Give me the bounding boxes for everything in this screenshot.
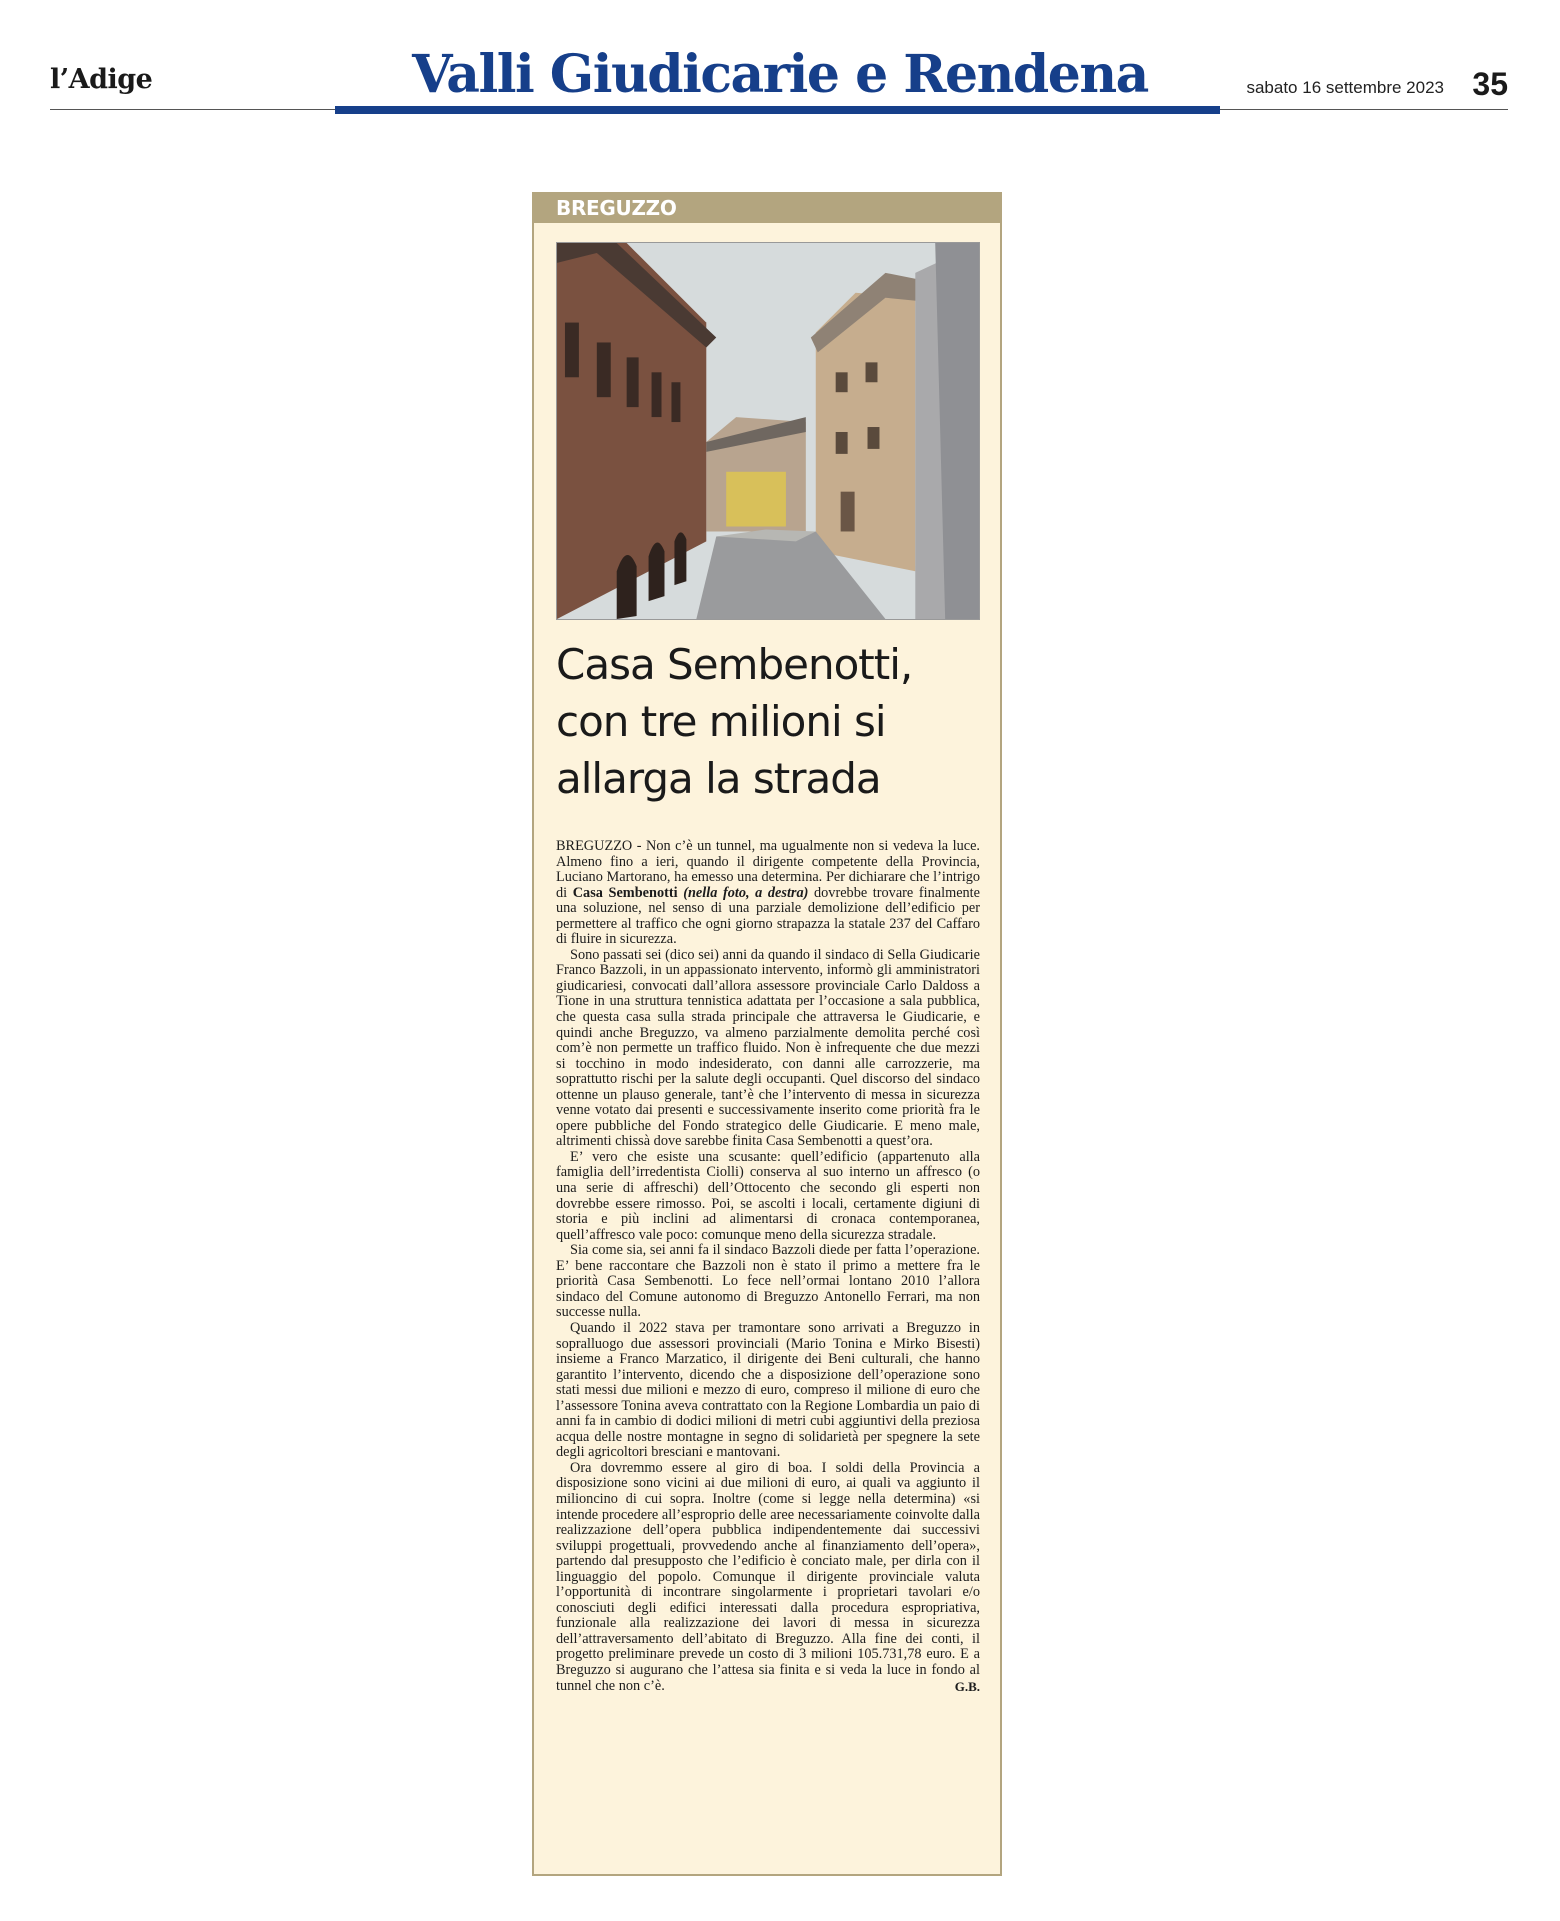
lead-text-continued: dovrebbe trovare finalmente una soluzione, nel senso di una parziale demolizione dell’edificio per permettere al traffico che ogni giorno strapazza la statale 237 del Caffaro di fluire in sicurezza. xyxy=(556,884,980,948)
article-lead-paragraph xyxy=(556,839,980,948)
article-body xyxy=(556,839,980,1694)
newspaper-logo: l’Adige xyxy=(50,64,153,95)
article-kicker: BREGUZZO xyxy=(534,194,1000,223)
issue-date: sabato 16 settembre 2023 xyxy=(1246,78,1444,97)
header-rule-accent xyxy=(335,106,1220,114)
article-paragraph xyxy=(556,1461,980,1694)
section-title: Valli Giudicarie e Rendena xyxy=(412,44,1148,105)
lead-bold-text: Casa Sembenotti xyxy=(572,884,678,901)
article-photo xyxy=(556,242,980,620)
header-rule-right xyxy=(1220,109,1508,110)
page-number: 35 xyxy=(1472,66,1508,102)
street-photo-illustration xyxy=(557,243,979,619)
author-signature: G.B. xyxy=(954,1678,980,1694)
lead-text: BREGUZZO - Non c’è un tunnel, ma ugualmente non si vedeva la luce. Almeno fino a ieri, quando il dirigente competente della Provincia, Luciano Martorano, ha emesso una determina. Per dichiarare che l’intrigo di xyxy=(556,838,980,901)
last-paragraph-text: Ora dovremmo essere al giro di boa. I soldi della Provincia a disposizione sono vicini ai due milioni di euro, ai quali va aggiunto il milioncino di cui sopra. Inoltre (come si legge nella determina) «si intende procedere all’esproprio delle aree necessariamente coinvolte dalla realizzazione dell’opera pubblica indipendentemente dai successivi sviluppi progettuali, provvedendo anche al finanziamento dell’opera», partendo dal presupposto che l’edificio è conciato male, per dirla con il linguaggio del popolo. Comunque il dirigente provinciale valuta l’opportunità di incontrare singolarmente i proprietari tavolari e/o conosciuti degli edifici interessati dalla procedura espropriativa, funzionale alla realizzazione dei lavori di messa in sicurezza dell’attraversamento dell’abitato di Breguzzo. Alla fine dei conti, il progetto preliminare prevede un costo di 3 milioni 105.731,78 euro. E a Breguzzo si augurano che l’attesa sia finita e si veda la luce in fondo al tunnel che non c’è. xyxy=(556,1459,980,1694)
article-paragraph: E’ vero che esiste una scusante: quell’edificio (appartenuto alla famiglia dell’irredentista Ciolli) conserva al suo interno un affresco (o una serie di affreschi) dell’Ottocento che secondo gli esperti non dovrebbe essere rimosso. Poi, se ascolti i locali, certamente digiuni di storia e più inclini ad alimentarsi di cronaca contemporanea, quell’affresco vale poco: comunque meno della sicurezza stradale. xyxy=(556,1148,980,1243)
article-paragraph: Quando il 2022 stava per tramontare sono arrivati a Breguzzo in sopralluogo due assessori provinciali (Mario Tonina e Mirko Bisesti) insieme a Franco Marzatico, il dirigente dei Beni culturali, che hanno garantito l’intervento, dicendo che a disposizione dell’operazione sono stati messi due milioni e mezzo di euro, compreso il milione di euro che l’assessore Tonina aveva contrattato con la Regione Lombardia un paio di anni fa in cambio di dodici milioni di metri cubi aggiuntivi della preziosa acqua delle nostre montagne in segno di solidarietà per spegnere la sete degli agricoltori bresciani e mantovani. xyxy=(556,1319,980,1461)
header-rule-left xyxy=(50,109,335,110)
article-paragraph: Sia come sia, sei anni fa il sindaco Bazzoli diede per fatta l’operazione. E’ bene raccontare che Bazzoli non è stato il primo a mettere fra le priorità Casa Sembenotti. Lo fece nell’ormai lontano 2010 l’allora sindaco del Comune autonomo di Breguzzo Antonello Ferrari, ma non successe nulla. xyxy=(556,1242,980,1321)
article-paragraph: Sono passati sei (dico sei) anni da quando il sindaco di Sella Giudicarie Franco Bazzoli, in un appassionato intervento, informò gli amministratori giudicariesi, convocati dall’allora assessore provinciale Carlo Daldoss a Tione in una struttura tennistica adattata per l’occasione a sala pubblica, che questa casa sulla strada principale che attraversa le Giudicarie, e quindi anche Breguzzo, va almeno parzialmente demolita perché così com’è non permette un traffico fluido. Non è infrequente che due mezzi si tocchino in modo indesiderato, con danni alle carrozzerie, ma soprattutto rischi per la salute degli occupanti. Quel discorso del sindaco ottenne un plauso generale, tant’è che l’intervento di messa in sicurezza venne votato dai presenti e successivamente inserito come priorità fra le opere pubbliche del Fondo strategico delle Giudicarie. E meno male, altrimenti chissà dove sarebbe finita Casa Sembenotti a quest’ora. xyxy=(556,946,980,1150)
lead-photo-caption-ref: (nella foto, a destra) xyxy=(677,884,809,901)
article-box xyxy=(532,192,1002,1876)
article-headline: Casa Sembenotti, con tre milioni si allarga la strada xyxy=(556,640,913,803)
